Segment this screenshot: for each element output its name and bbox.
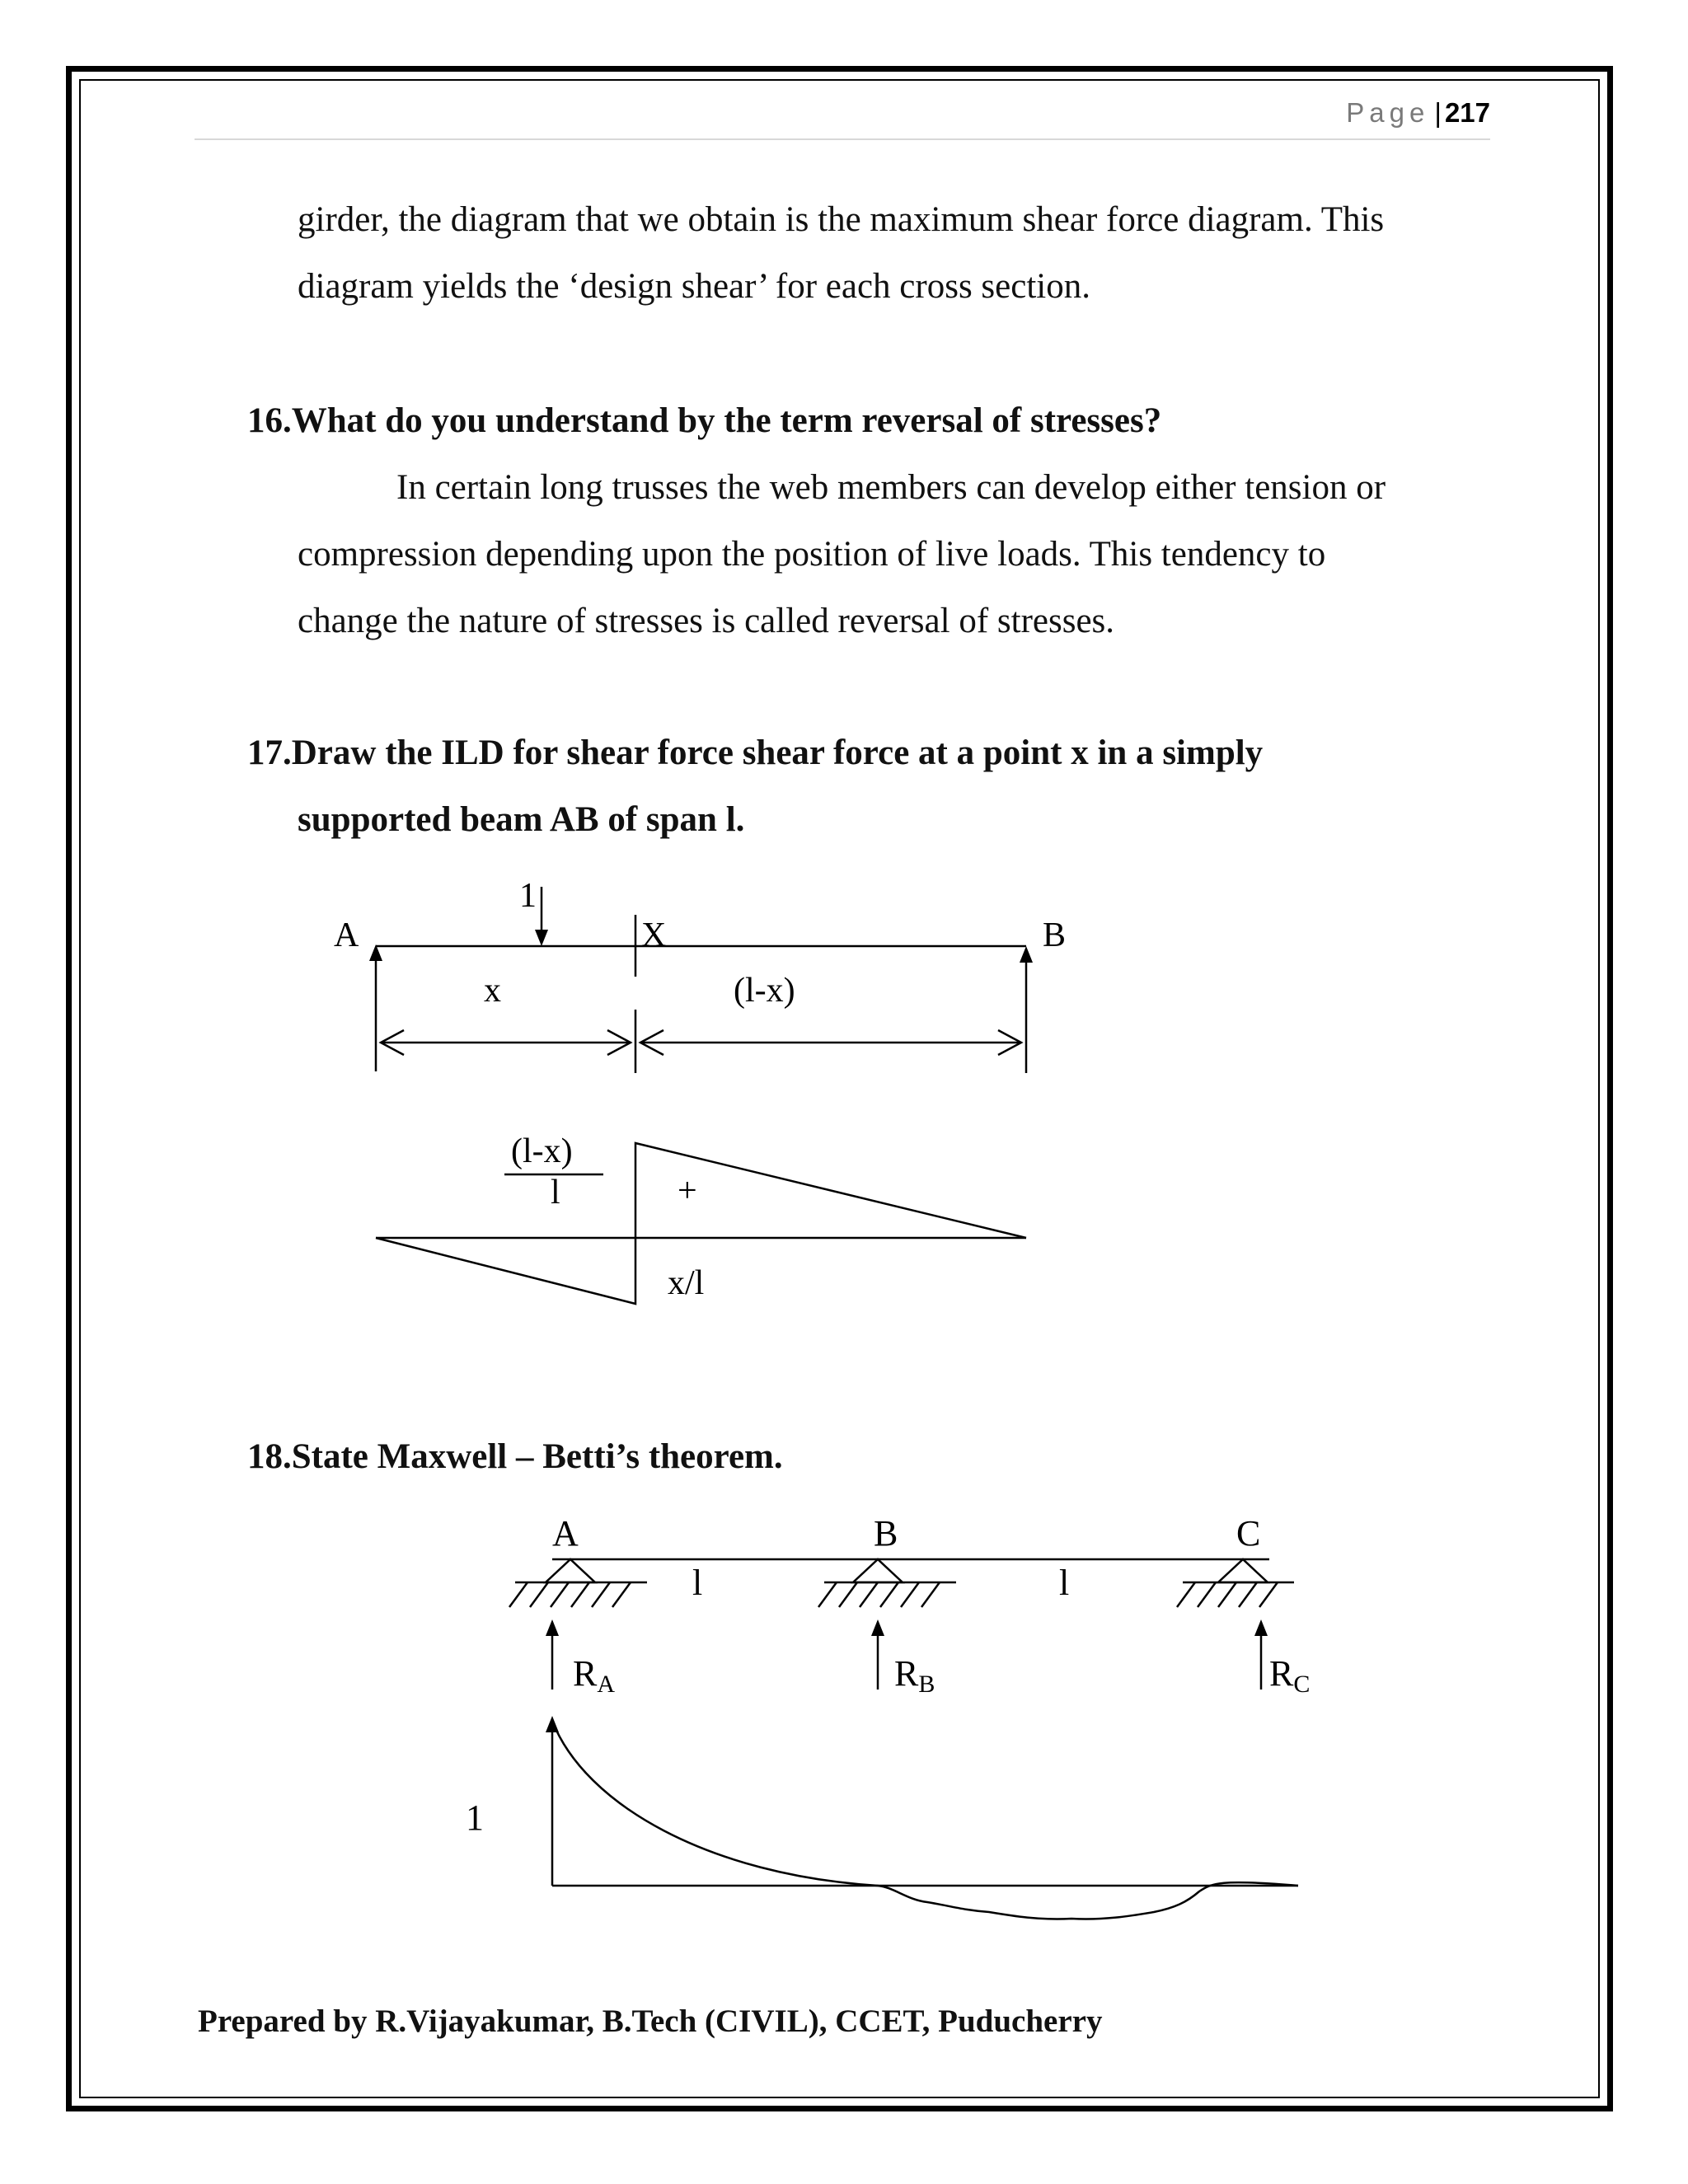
label-x: X — [641, 916, 667, 954]
question-17-title-line-1: Draw the ILD for shear force shear force at a point x in a simply — [291, 733, 1264, 772]
question-18-title: State Maxwell – Betti’s theorem. — [291, 1437, 783, 1476]
label-unit-ordinate: 1 — [466, 1797, 484, 1838]
label-dim-l-minus-x: (l-x) — [734, 972, 795, 1010]
page-separator: | — [1434, 97, 1442, 128]
label-ild-top-numerator: (l-x) — [511, 1132, 573, 1170]
answer-16-line-1: In certain long trusses the web members can develop either tension or — [396, 468, 1386, 507]
question-16-number: 16. — [247, 401, 292, 440]
question-17-title-line-2: supported beam AB of span l. — [298, 800, 745, 839]
support-c — [1177, 1559, 1294, 1607]
label-unit-load: 1 — [519, 877, 537, 915]
label-dim-x: x — [484, 972, 501, 1010]
label-reaction-b — [894, 1653, 935, 1698]
label-span-2: l — [1059, 1563, 1070, 1603]
page-word: Page — [1346, 97, 1430, 128]
ild-negative-region — [376, 1238, 635, 1304]
label-reaction-c — [1269, 1653, 1310, 1698]
label-b: B — [1043, 916, 1067, 954]
question-18-number: 18. — [247, 1437, 292, 1476]
page-number: 217 — [1444, 97, 1490, 128]
label-rb-sub: B — [918, 1671, 935, 1698]
label-ra-sub: A — [597, 1671, 616, 1698]
question-18-heading — [247, 1423, 1500, 1490]
il-curve-span-2 — [878, 1882, 1298, 1919]
answer-16-line-3: change the nature of stresses is called reversal of stresses. — [298, 602, 1115, 640]
question-16-heading — [247, 387, 1500, 454]
label-support-b: B — [874, 1513, 898, 1554]
question-17-heading — [247, 719, 1500, 853]
label-reaction-a — [573, 1653, 615, 1698]
label-ild-top-denominator: l — [551, 1174, 560, 1212]
question-16-title: What do you understand by the term reversal of stresses? — [291, 401, 1162, 440]
intro-line-1: girder, the diagram that we obtain is the maximum shear force diagram. This — [298, 200, 1385, 239]
label-a: A — [334, 916, 359, 954]
label-support-a: A — [552, 1513, 579, 1554]
label-ild-bottom: x/l — [668, 1264, 705, 1302]
il-curve-span-1 — [552, 1721, 878, 1886]
intro-paragraph — [298, 186, 1501, 320]
answer-16-line-2: compression depending upon the position of live loads. This tendency to — [298, 535, 1326, 574]
label-ra-main: R — [573, 1653, 598, 1694]
maxwell-betti-figure — [445, 1500, 1352, 1961]
label-rb-main: R — [894, 1653, 919, 1694]
ild-shear-figure — [313, 857, 1104, 1352]
intro-line-2: diagram yields the ‘design shear’ for each cross section. — [298, 267, 1090, 306]
question-16-answer — [298, 454, 1501, 654]
support-a — [509, 1559, 647, 1607]
label-ild-sign: + — [678, 1172, 697, 1210]
label-span-1: l — [692, 1563, 703, 1603]
footer-credit: Prepared by R.Vijayakumar, B.Tech (CIVIL), CCET, Puducherry — [198, 2004, 1103, 2039]
question-17-number: 17. — [247, 733, 292, 772]
label-rc-main: R — [1269, 1653, 1294, 1694]
label-rc-sub: C — [1293, 1671, 1311, 1698]
page-header — [195, 97, 1490, 140]
support-b — [818, 1559, 956, 1607]
label-support-c: C — [1236, 1513, 1261, 1554]
